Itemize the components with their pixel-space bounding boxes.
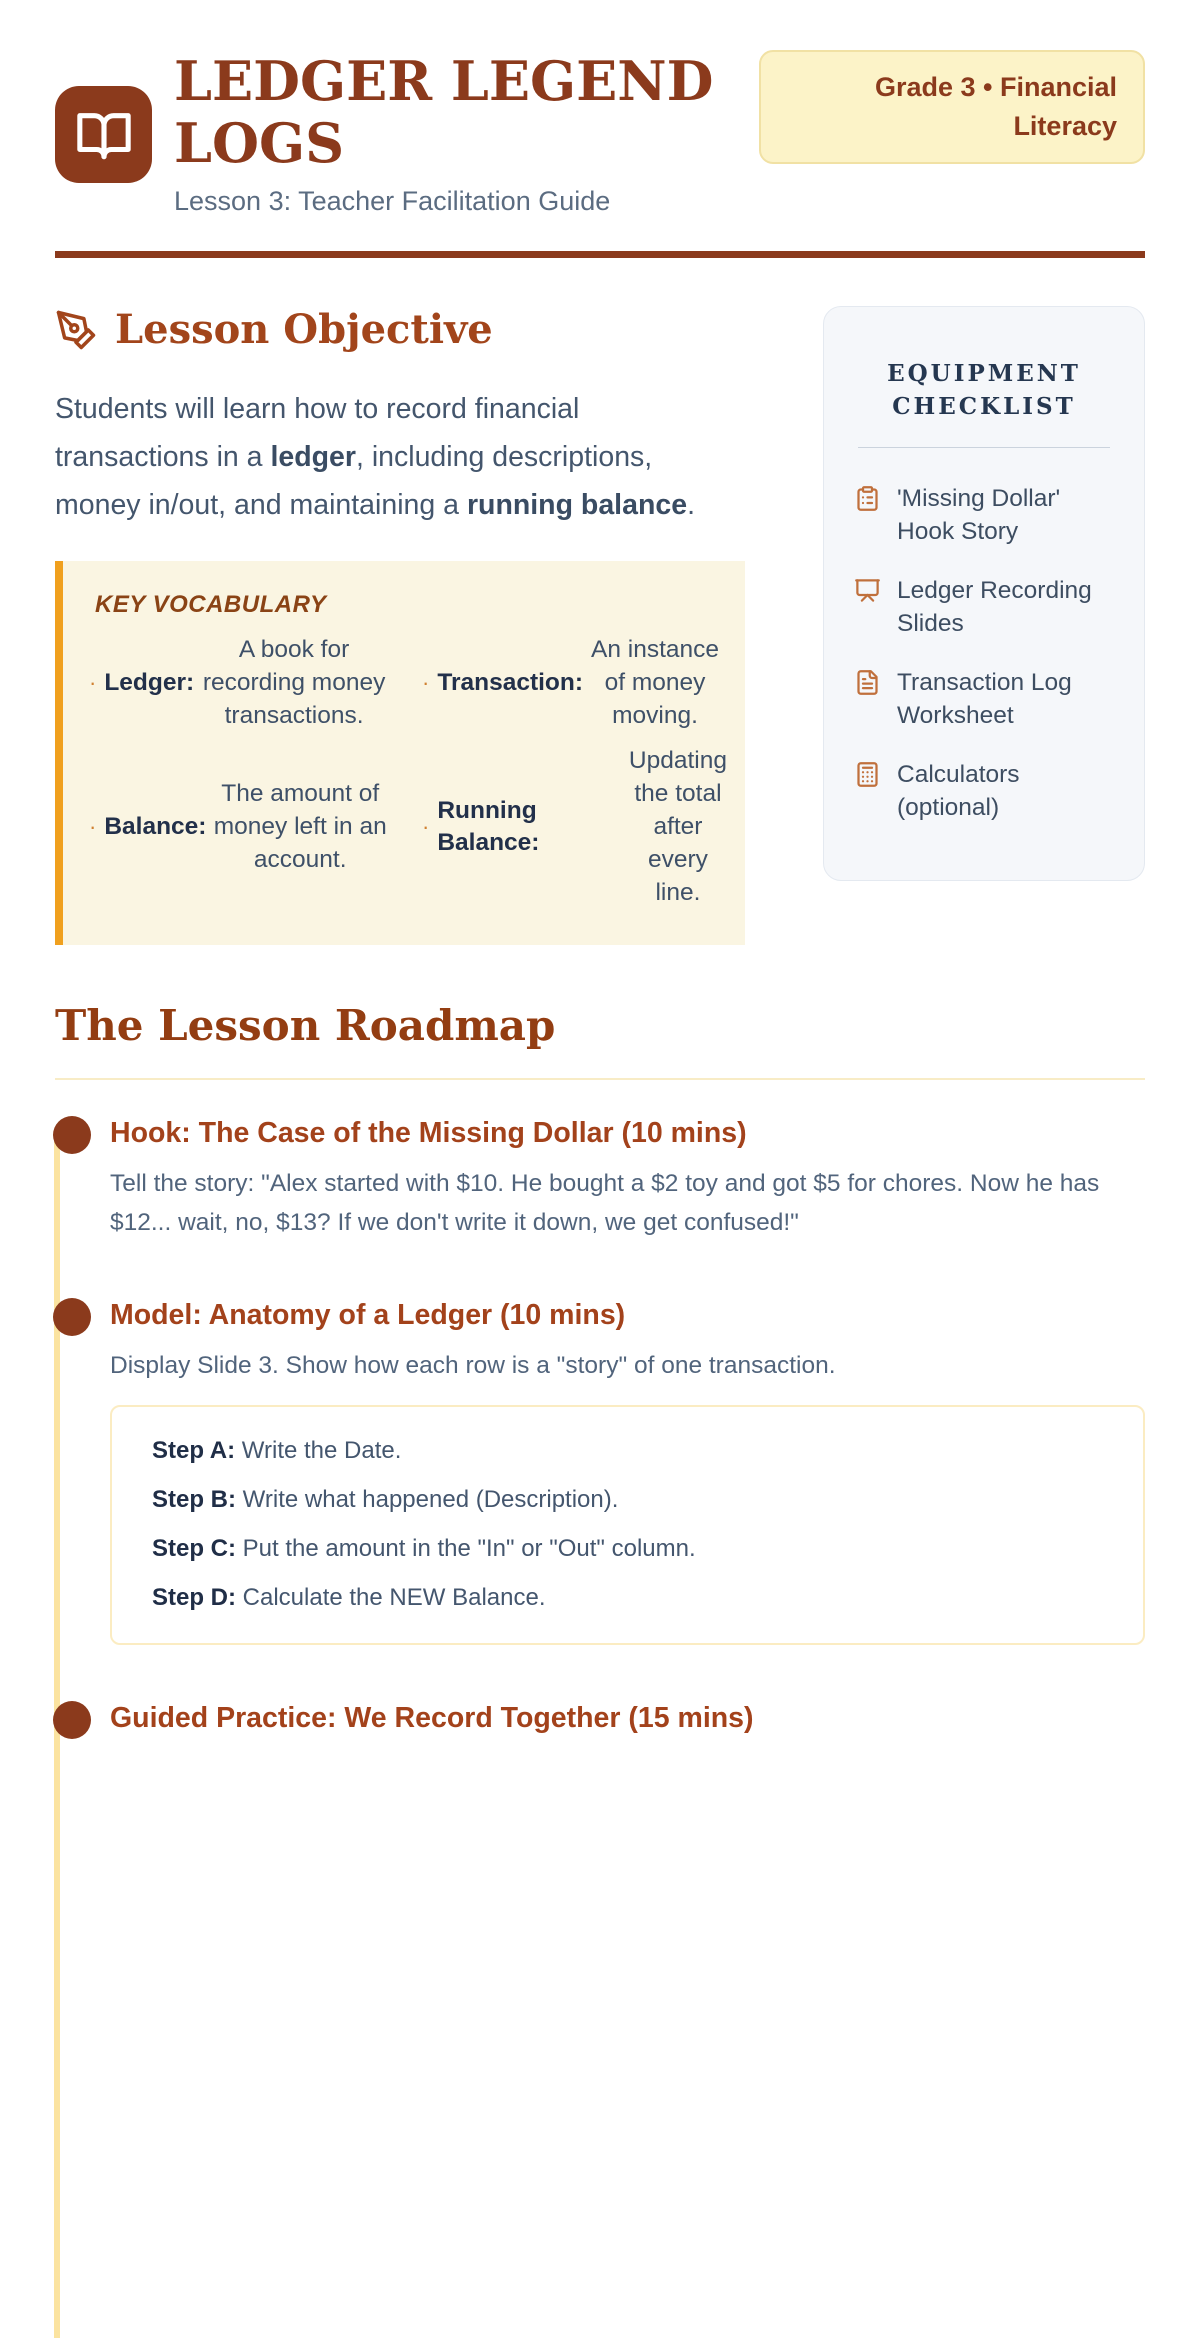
equipment-item bbox=[854, 758, 1114, 824]
vocab-definition: An instance of money moving. bbox=[590, 636, 720, 729]
vocab-definition: A book for recording money transactions. bbox=[202, 636, 386, 729]
timeline-item-body: Display Slide 3. Show how each row is a "story" of one transaction. bbox=[110, 1352, 836, 1379]
step-text: Write the Date. bbox=[235, 1437, 402, 1464]
step-line bbox=[152, 1484, 1103, 1515]
lesson-objective-section bbox=[55, 306, 745, 945]
objective-bold-term: running balance bbox=[466, 489, 688, 521]
timeline-item-body: Tell the story: "Alex started with $10. He bought a $2 toy and got $5 for chores. Now he has $12... wait, no, $13? If we don't write it down, we get confused!" bbox=[110, 1170, 1100, 1236]
ledger-steps-box bbox=[110, 1405, 1145, 1645]
objective-text-part: Students will learn how to record financial transactions in a bbox=[55, 393, 580, 473]
equipment-checklist-heading: EQUIPMENT CHECKLIST bbox=[887, 360, 1081, 420]
step-text: Put the amount in the "In" or "Out" column. bbox=[236, 1535, 696, 1562]
equipment-checklist-card bbox=[823, 306, 1145, 881]
document-icon bbox=[854, 669, 881, 696]
equipment-item-label: Transaction Log Worksheet bbox=[897, 669, 1072, 729]
timeline-item-hook bbox=[55, 1116, 1145, 1242]
objective-text-part: . bbox=[687, 489, 695, 521]
timeline-item-title: Model: Anatomy of a Ledger (10 mins) bbox=[110, 1299, 626, 1331]
presentation-icon bbox=[854, 577, 881, 604]
vocab-term: Ledger: bbox=[104, 668, 195, 696]
equipment-item-label: 'Missing Dollar' Hook Story bbox=[897, 485, 1061, 545]
timeline-item-guided-practice bbox=[55, 1701, 1145, 1735]
roadmap-divider bbox=[55, 1078, 1145, 1080]
timeline-dot bbox=[53, 1701, 91, 1739]
equipment-item bbox=[854, 666, 1114, 732]
vocabulary-grid bbox=[87, 633, 727, 909]
pen-nib-icon bbox=[55, 309, 97, 351]
clipboard-icon bbox=[854, 485, 881, 512]
step-text: Calculate the NEW Balance. bbox=[236, 1584, 546, 1611]
step-label: Step A: bbox=[152, 1437, 236, 1464]
step-line bbox=[152, 1533, 1103, 1564]
step-text: Write what happened (Description). bbox=[236, 1486, 619, 1513]
equipment-item-label: Ledger Recording Slides bbox=[897, 577, 1092, 637]
bullet-dot: · bbox=[89, 669, 97, 695]
timeline-dot bbox=[53, 1116, 91, 1154]
vocab-definition: Updating the total after every line. bbox=[628, 747, 727, 906]
vocab-term: Balance: bbox=[104, 812, 207, 840]
objective-bold-term: ledger bbox=[270, 441, 356, 473]
bullet-dot: · bbox=[422, 669, 430, 695]
equipment-item-label: Calculators (optional) bbox=[897, 761, 1020, 821]
step-line bbox=[152, 1582, 1103, 1613]
timeline-item-model bbox=[55, 1298, 1145, 1645]
lesson-objective-title: Lesson Objective bbox=[115, 306, 493, 353]
bullet-dot: · bbox=[89, 813, 97, 839]
equipment-list bbox=[854, 482, 1114, 824]
vocab-term: Running Balance: bbox=[437, 796, 540, 856]
key-vocabulary-box bbox=[55, 561, 745, 945]
step-label: Step B: bbox=[152, 1486, 236, 1513]
key-vocabulary-heading: KEY VOCABULARY bbox=[95, 591, 327, 618]
vocab-definition: The amount of money left in an account. bbox=[213, 780, 387, 873]
step-line bbox=[152, 1435, 1103, 1466]
timeline-dot bbox=[53, 1298, 91, 1336]
bullet-dot: · bbox=[422, 813, 430, 839]
vocab-item bbox=[87, 633, 394, 732]
title-block bbox=[174, 50, 734, 217]
vocab-item bbox=[420, 633, 727, 732]
roadmap-heading: The Lesson Roadmap bbox=[55, 1001, 556, 1050]
equipment-item bbox=[854, 574, 1114, 640]
vocab-term: Transaction: bbox=[437, 668, 584, 696]
timeline-item-title: Hook: The Case of the Missing Dollar (10 mins) bbox=[110, 1117, 747, 1149]
header bbox=[55, 0, 1145, 217]
grade-badge: Grade 3 • Financial Literacy bbox=[759, 50, 1145, 164]
objective-text bbox=[55, 385, 727, 529]
page-title: LEDGER LEGEND LOGS bbox=[174, 49, 714, 175]
vocab-item bbox=[87, 744, 394, 909]
vocab-item bbox=[420, 744, 727, 909]
equipment-item bbox=[854, 482, 1114, 548]
timeline-item-title: Guided Practice: We Record Together (15 mins) bbox=[110, 1702, 754, 1734]
app-logo bbox=[55, 86, 152, 183]
sidebar-divider bbox=[858, 447, 1110, 448]
step-label: Step D: bbox=[152, 1584, 236, 1611]
lesson-timeline bbox=[55, 1116, 1145, 1735]
lesson-objective-heading bbox=[55, 306, 745, 353]
step-label: Step C: bbox=[152, 1535, 236, 1562]
open-book-icon bbox=[75, 106, 133, 164]
objective-text-part: , including descriptions, money in/out, and maintaining a bbox=[55, 441, 653, 521]
header-rule bbox=[55, 251, 1145, 258]
page-subtitle: Lesson 3: Teacher Facilitation Guide bbox=[174, 186, 611, 216]
main-columns bbox=[55, 306, 1145, 945]
calculator-icon bbox=[854, 761, 881, 788]
